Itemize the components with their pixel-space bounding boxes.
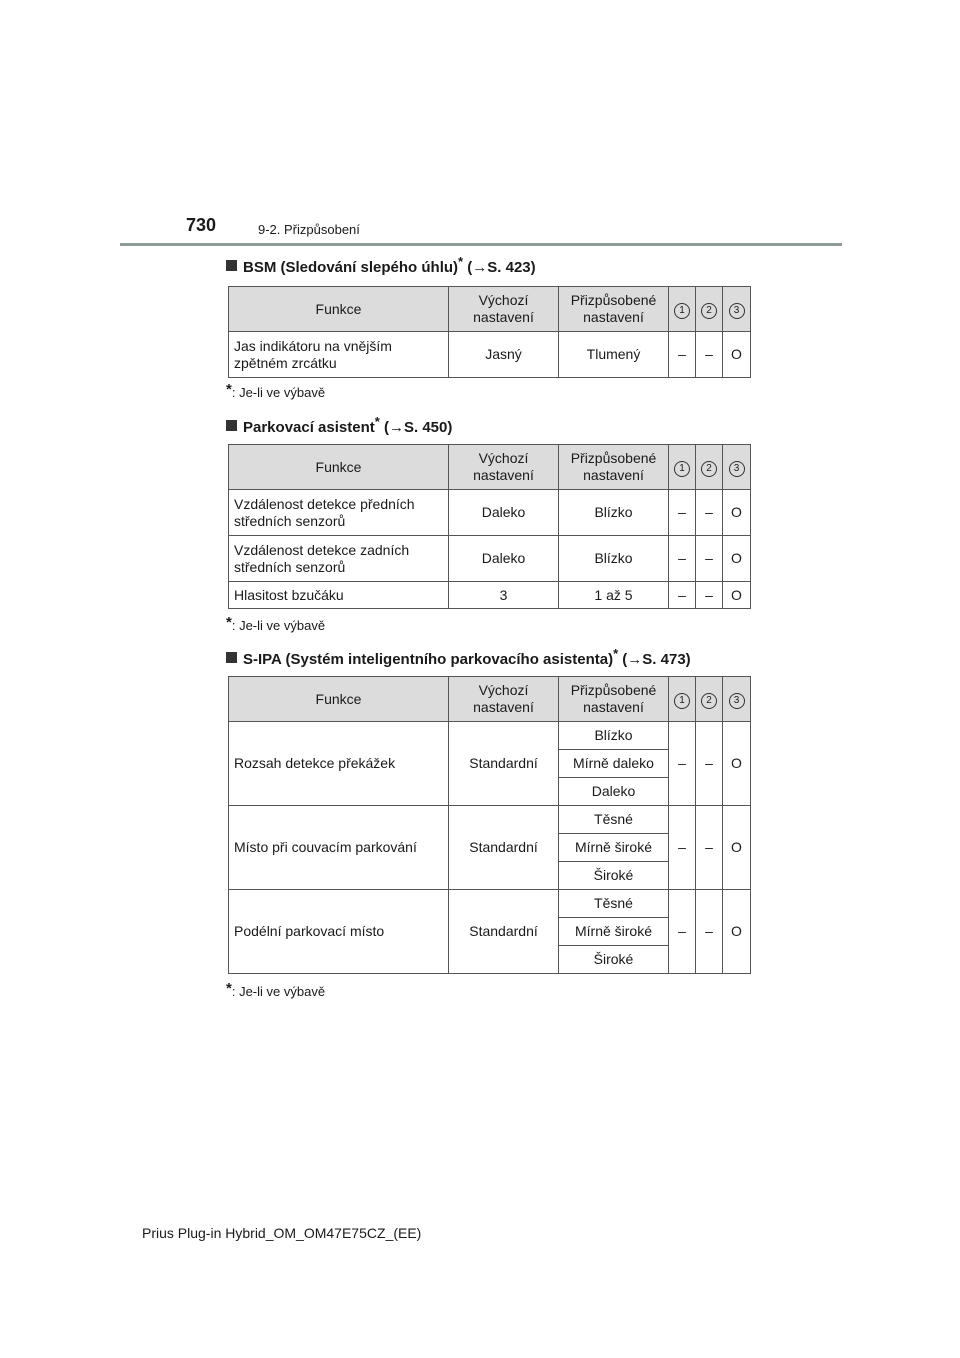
table-row: Mírně daleko: [229, 750, 751, 778]
circled-2-icon: 2: [701, 461, 717, 477]
col-function: Funkce: [229, 445, 449, 490]
col-3: [723, 445, 751, 490]
header-rule: [120, 243, 842, 246]
chapter-title: 9-2. Přizpůsobení: [258, 222, 360, 237]
table-s-ipa: [228, 676, 751, 974]
circled-1-icon: 1: [674, 461, 690, 477]
section-title-bsm: BSM (Sledování slepého úhlu)* (→S. 423): [226, 254, 536, 276]
section-title-s-ipa: S-IPA (Systém inteligentního parkovacího asistenta)* (→S. 473): [226, 646, 691, 668]
circled-2-icon: 2: [701, 693, 717, 709]
table-header-row: [229, 287, 751, 332]
table-header-row: [229, 677, 751, 722]
table-parking-assist: [228, 444, 751, 609]
table-row: Mírně široké: [229, 918, 751, 946]
document-footer: Prius Plug-in Hybrid_OM_OM47E75CZ_(EE): [142, 1225, 422, 1241]
col-custom: Přizpůsobené nastavení: [559, 445, 669, 490]
col-custom: Přizpůsobené nastavení: [559, 677, 669, 722]
col-custom: Přizpůsobené nastavení: [559, 287, 669, 332]
col-2: [696, 287, 723, 332]
circled-1-icon: 1: [674, 693, 690, 709]
table-row: Vzdálenost detekce předních středních senzorů Daleko Blízko – – O: [229, 490, 751, 536]
table-header-row: [229, 445, 751, 490]
col-function: Funkce: [229, 677, 449, 722]
square-bullet-icon: [226, 652, 237, 663]
col-1: [669, 677, 696, 722]
col-function: Funkce: [229, 287, 449, 332]
col-default: Výchozí nastavení: [449, 445, 559, 490]
table-row: Široké: [229, 946, 751, 974]
table-row: Hlasitost bzučáku 3 1 až 5 – – O: [229, 582, 751, 609]
table-row: Rozsah detekce překážek Standardní Blízko – – O: [229, 722, 751, 750]
col-2: [696, 445, 723, 490]
table-bsm: [228, 286, 751, 378]
col-1: [669, 287, 696, 332]
table-row: Místo při couvacím parkování Standardní Těsné – – O: [229, 806, 751, 834]
square-bullet-icon: [226, 260, 237, 271]
table-row: Vzdálenost detekce zadních středních senzorů Daleko Blízko – – O: [229, 536, 751, 582]
square-bullet-icon: [226, 420, 237, 431]
col-2: [696, 677, 723, 722]
col-3: [723, 677, 751, 722]
col-1: [669, 445, 696, 490]
table-row: Mírně široké: [229, 834, 751, 862]
footnote: *: Je-li ve výbavě: [226, 980, 326, 999]
footnote: *: Je-li ve výbavě: [226, 381, 326, 400]
footnote: *: Je-li ve výbavě: [226, 614, 326, 633]
circled-2-icon: 2: [701, 303, 717, 319]
section-title-parking-assist: Parkovací asistent* (→S. 450): [226, 414, 452, 436]
circled-3-icon: 3: [729, 461, 745, 477]
table-row: Daleko: [229, 778, 751, 806]
circled-3-icon: 3: [729, 303, 745, 319]
circled-3-icon: 3: [729, 693, 745, 709]
page-number: 730: [186, 215, 217, 235]
circled-1-icon: 1: [674, 303, 690, 319]
table-row: Podélní parkovací místo Standardní Těsné – – O: [229, 890, 751, 918]
col-default: Výchozí nastavení: [449, 677, 559, 722]
col-default: Výchozí nastavení: [449, 287, 559, 332]
table-row: Široké: [229, 862, 751, 890]
col-3: [723, 287, 751, 332]
table-row: Jas indikátoru na vnějším zpětném zrcátku Jasný Tlumený – – O: [229, 332, 751, 378]
